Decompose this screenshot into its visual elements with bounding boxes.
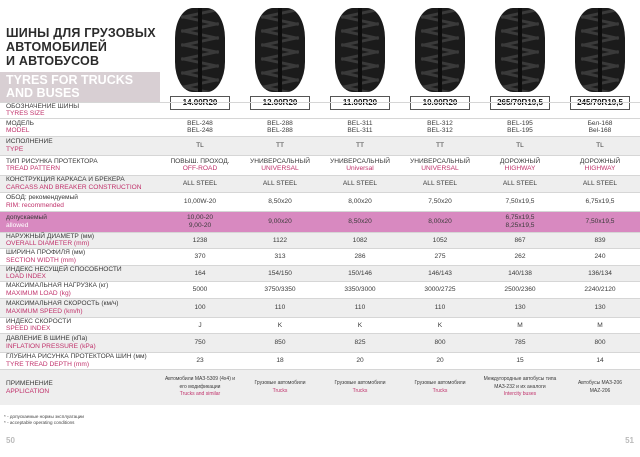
spec-cell [240,248,320,265]
spec-cell [160,211,240,232]
tire-image [562,4,638,96]
spec-row-label [0,136,160,155]
tire-size-label: 12.00R20 [250,96,310,110]
spec-cell [160,352,240,369]
label-en: SECTION WIDTH (mm) [6,256,76,264]
cell-value: 23 [196,357,204,365]
title-ru-line3: И АВТОБУСОВ [6,54,100,68]
cell-value: УНИВЕРСАЛЬНЫЙ [250,157,310,165]
spec-cell [480,248,560,265]
page-number-left: 50 [6,436,15,445]
spec-cell [400,211,480,232]
cell-value-secondary: BEL-288 [267,127,293,135]
footnote-en: * - acceptable operating conditions [4,420,75,425]
spec-cell [480,369,560,405]
title-en-line2: AND BUSES [6,86,80,100]
cell-value: Междугородные автобусы типа МАЗ-232 и их аналоги [483,376,557,390]
spec-cell [560,155,640,175]
spec-cell [240,333,320,352]
cell-value: ALL STEEL [342,180,378,188]
spec-cell [480,211,560,232]
spec-cell [240,211,320,232]
cell-value: 750 [194,339,206,347]
spec-cell [160,192,240,211]
spec-row [0,369,640,405]
cell-value: BEL-288 [267,119,293,127]
label-en: INFLATION PRESSURE (kPa) [6,342,96,350]
spec-row [0,248,640,265]
spec-cell [480,281,560,298]
cell-value: TT [275,142,285,150]
spec-row [0,265,640,281]
spec-cell [560,248,640,265]
spec-cell [560,298,640,317]
spec-cell [240,192,320,211]
cell-value: 313 [274,253,286,261]
spec-row-label [0,333,160,352]
cell-value: BEL-312 [427,119,453,127]
spec-cell [320,118,400,136]
cell-value: 164 [194,269,206,277]
spec-row-label [0,265,160,281]
cell-value: 20 [356,357,364,365]
spec-row-label [0,211,160,232]
label-en: APPLICATION [6,387,50,395]
cell-value: BEL-195 [507,119,533,127]
cell-value: 154/150 [268,269,292,277]
spec-cell [560,369,640,405]
spec-cell [400,192,480,211]
spec-cell [400,317,480,333]
cell-value: 2500/2360 [504,286,536,294]
label-ru: МОДЕЛЬ [6,119,34,127]
spec-cell [480,136,560,155]
cell-value: 6,75x19,5 [585,198,615,206]
spec-cell [400,352,480,369]
spec-cell [320,333,400,352]
spec-cell [400,248,480,265]
cell-value: 839 [594,236,606,244]
spec-table [0,102,640,405]
cell-value: K [277,321,283,329]
spec-cell [400,118,480,136]
cell-value: Грузовые автомобили [254,380,306,387]
label-ru: допускаемый [6,214,47,222]
spec-cell [480,352,560,369]
spec-cell [160,136,240,155]
cell-value: 3000/2725 [424,286,456,294]
spec-cell [560,333,640,352]
spec-cell [240,136,320,155]
spec-cell [320,175,400,192]
cell-value: ALL STEEL [582,180,618,188]
label-en: OVERALL DIAMETER (mm) [6,240,90,248]
spec-row-size [0,103,640,119]
cell-value: M [517,321,523,329]
spec-cell [160,369,240,405]
cell-value: 14 [596,357,604,365]
spec-row-label [0,192,160,211]
spec-row-label [0,175,160,192]
spec-cell [400,232,480,248]
cell-value: 800 [594,339,606,347]
spec-row [0,298,640,317]
cell-value: TL [516,142,524,150]
spec-cell [160,248,240,265]
spec-row [0,192,640,211]
tire-images [160,0,640,96]
spec-cell [160,175,240,192]
spec-cell [560,265,640,281]
label-en: MODEL [6,127,30,135]
spec-cell [480,298,560,317]
spec-row [0,352,640,369]
title-english [0,72,160,102]
spec-row-label [0,248,160,265]
cell-value: 140/138 [508,269,532,277]
tire-image [402,4,478,96]
spec-cell [400,369,480,405]
spec-row-label [0,118,160,136]
footnote-ru: * - допускаемые нормы эксплуатации [4,414,84,419]
spec-cell [320,281,400,298]
cell-value-secondary: BEL-195 [507,127,533,135]
cell-value: 130 [514,304,526,312]
spec-cell [240,232,320,248]
label-ru: ШИРИНА ПРОФИЛЯ (мм) [6,249,86,257]
spec-cell [560,281,640,298]
cell-value: BEL-248 [187,119,213,127]
cell-value-secondary: Universal [346,165,374,173]
spec-row-label [0,317,160,333]
spec-cell [480,265,560,281]
cell-value: ALL STEEL [422,180,458,188]
cell-value: J [198,321,202,329]
cell-value-secondary: Trucks [352,387,368,394]
cell-value: ДОРОЖНЫЙ [579,157,621,165]
label-ru: МАКСИМАЛЬНАЯ СКОРОСТЬ (км/ч) [6,300,119,308]
cell-value: 18 [276,357,284,365]
cell-value: TT [435,142,445,150]
tire-image [482,4,558,96]
cell-value: 7,50x19,5 [585,218,615,226]
cell-value: TL [196,142,204,150]
cell-value: Автомобили МАЗ-5309 (4x4) и его модификации [164,376,236,390]
spec-cell [160,298,240,317]
cell-value: 2240/2120 [584,286,616,294]
spec-cell [240,175,320,192]
spec-cell [400,175,480,192]
label-ru: ТИП РИСУНКА ПРОТЕКТОРА [6,157,98,165]
spec-cell [240,317,320,333]
spec-cell [240,352,320,369]
spec-cell [560,211,640,232]
cell-value: 110 [354,304,366,312]
label-ru: ОБОЗНАЧЕНИЕ ШИНЫ [6,103,80,110]
spec-cell [240,265,320,281]
label-en: TYPE [6,145,24,153]
cell-value: 1122 [272,236,288,244]
label-en: TYRE TREAD DEPTH (mm) [6,360,90,368]
cell-value-secondary: Bel-168 [588,127,612,135]
cell-value: Грузовые автомобили [414,380,466,387]
spec-cell [320,211,400,232]
tire-image [162,4,238,96]
cell-value: 130 [594,304,606,312]
label-en: MAXIMUM LOAD (kg) [6,289,71,297]
cell-value: 867 [514,236,526,244]
spec-row-label [0,369,160,405]
cell-value: 275 [434,253,446,261]
tire-size-label: 14.00R20 [170,96,230,110]
cell-value: ALL STEEL [502,180,538,188]
spec-cell [560,136,640,155]
spec-cell [160,155,240,175]
label-ru: ПРИМЕНЕНИЕ [6,380,53,388]
cell-value: 146/143 [428,269,452,277]
label-en: CARCASS AND BREAKER CONSTRUCTION [6,183,142,191]
spec-row [0,317,640,333]
label-ru: ОБОД: рекомендуемый [6,194,78,202]
cell-value-secondary: Trucks [272,387,288,394]
cell-value: УНИВЕРСАЛЬНЫЙ [410,157,470,165]
title-ru-line2: АВТОМОБИЛЕЙ [6,40,108,54]
cell-value: 262 [514,253,526,261]
spec-row-label [0,232,160,248]
cell-value: 800 [434,339,446,347]
cell-value-secondary: UNIVERSAL [421,165,459,173]
spec-row-label [0,352,160,369]
cell-value: K [437,321,443,329]
label-en: SPEED INDEX [6,325,51,333]
cell-value: Бел-168 [587,119,613,127]
cell-value: 110 [274,304,286,312]
spec-cell [560,232,640,248]
label-ru: ИНДЕКС НЕСУЩЕЙ СПОСОБНОСТИ [6,265,122,273]
spec-row [0,281,640,298]
tire-size-label: 245/70R19,5 [570,96,630,110]
spec-cell [400,155,480,175]
spec-cell [560,352,640,369]
cell-value-secondary: 8,25x19,5 [505,221,535,229]
spec-row-label [0,298,160,317]
cell-value-secondary: Trucks [432,387,448,394]
spec-cell [480,232,560,248]
cell-value: 10,00-20 [186,214,214,222]
label-en: MAXIMUM SPEED (km/h) [6,307,83,315]
spec-row [0,136,640,155]
cell-value: 1082 [352,236,368,244]
spec-cell [320,265,400,281]
cell-value: 8,00x20 [428,218,452,226]
cell-value: 3350/3000 [344,286,376,294]
cell-value-secondary: OFF-ROAD [182,165,218,173]
spec-row [0,232,640,248]
spec-cell [240,369,320,405]
cell-value: 1052 [432,236,448,244]
spec-cell [480,118,560,136]
cell-value: 15 [516,357,524,365]
label-en: TREAD PATTERN [6,165,60,173]
label-ru: ДАВЛЕНИЕ В ШИНЕ (кПа) [6,335,88,343]
cell-value: M [597,321,603,329]
spec-cell [160,333,240,352]
tire-size-label: 11.00R20 [330,96,390,110]
cell-value-secondary: UNIVERSAL [261,165,299,173]
cell-value: 10,00W-20 [183,198,217,206]
spec-cell [320,136,400,155]
cell-value: УНИВЕРСАЛЬНЫЙ [330,157,390,165]
spec-cell [160,317,240,333]
cell-value-secondary: Trucks and similar [179,391,221,398]
label-en: LOAD INDEX [6,273,46,281]
spec-cell [320,155,400,175]
cell-value: 6,75x19,5 [505,214,535,222]
label-ru: ИСПОЛНЕНИЕ [6,138,53,146]
cell-value: 9,00x20 [268,218,292,226]
cell-value: Автобусы МАЗ-206 [577,380,623,387]
spec-row [0,175,640,192]
spec-cell [400,265,480,281]
cell-value: BEL-311 [347,119,373,127]
title-ru-line1: ШИНЫ ДЛЯ ГРУЗОВЫХ [6,26,156,40]
cell-value: 7,50x20 [428,198,452,206]
cell-value: TT [355,142,365,150]
tire-image [322,4,398,96]
spec-cell [400,136,480,155]
spec-cell [160,118,240,136]
spec-cell [560,118,640,136]
cell-value: ДОРОЖНЫЙ [499,157,541,165]
spec-cell [320,298,400,317]
cell-value: ALL STEEL [262,180,298,188]
cell-value-secondary: HIGHWAY [584,165,616,173]
tire-size-label: 10.00R20 [410,96,470,110]
spec-cell [320,352,400,369]
cell-value: 850 [274,339,286,347]
title-en-line1: TYRES FOR TRUCKS [6,73,134,87]
tire-image [242,4,318,96]
cell-value: 240 [594,253,606,261]
cell-value: 7,50x19,5 [505,198,535,206]
cell-value-secondary: HIGHWAY [504,165,536,173]
footnote [4,414,84,426]
cell-value: 3750/3350 [264,286,296,294]
spec-cell [320,317,400,333]
cell-value: Грузовые автомобили [334,380,386,387]
cell-value-secondary: Intercity buses [503,391,537,398]
spec-row [0,155,640,175]
cell-value: 5000 [192,286,208,294]
spec-row-label [0,281,160,298]
cell-value: TL [596,142,604,150]
spec-cell [320,248,400,265]
cell-value: 100 [194,304,206,312]
spec-cell [240,118,320,136]
cell-value-secondary: BEL-312 [427,127,453,135]
label-en: RIM: recommended [6,201,64,209]
spec-cell [160,265,240,281]
label-en: TYRES SIZE [6,110,45,118]
cell-value: 20 [436,357,444,365]
spec-cell [240,281,320,298]
cell-value: 370 [194,253,206,261]
spec-row-label [0,103,160,119]
spec-cell [400,333,480,352]
spec-cell [240,155,320,175]
cell-value: 8,00x20 [348,198,372,206]
title-russian [6,26,166,68]
spec-cell [320,232,400,248]
spec-cell [160,281,240,298]
cell-value-secondary: 9,00-20 [188,221,212,229]
spec-cell [480,192,560,211]
label-ru: ИНДЕКС СКОРОСТИ [6,317,72,325]
spec-row-label [0,155,160,175]
spec-row [0,118,640,136]
cell-value: ALL STEEL [182,180,218,188]
tire-size-label: 265/70R19,5 [490,96,550,110]
cell-value: 150/146 [348,269,372,277]
spec-cell [400,298,480,317]
label-en: allowed [6,221,29,229]
cell-value: 136/134 [588,269,612,277]
cell-value-secondary: BEL-311 [347,127,373,135]
label-ru: ГЛУБИНА РИСУНКА ПРОТЕКТОРА ШИН (мм) [6,353,147,361]
cell-value-secondary: MAZ-206 [589,387,611,394]
spec-row [0,211,640,232]
cell-value-secondary: BEL-248 [187,127,213,135]
spec-cell [480,317,560,333]
cell-value: 110 [434,304,446,312]
cell-value: 785 [514,339,526,347]
spec-cell [560,317,640,333]
spec-cell [480,155,560,175]
spec-cell [320,192,400,211]
cell-value: 8,50x20 [348,218,372,226]
spec-row [0,333,640,352]
cell-value: 1238 [192,236,208,244]
cell-value: 8,50x20 [268,198,292,206]
spec-cell [240,298,320,317]
cell-value: 286 [354,253,366,261]
spec-cell [160,232,240,248]
cell-value: ПОВЫШ. ПРОХОД. [170,157,230,165]
cell-value: K [357,321,363,329]
spec-cell [400,281,480,298]
label-ru: КОНСТРУКЦИЯ КАРКАСА И БРЕКЕРА [6,176,125,184]
spec-cell [480,175,560,192]
cell-value: 825 [354,339,366,347]
page-number-right: 51 [625,436,634,445]
spec-cell [560,192,640,211]
spec-cell [560,175,640,192]
label-ru: МАКСИМАЛЬНАЯ НАГРУЗКА (кг) [6,282,109,290]
label-ru: НАРУЖНЫЙ ДИАМЕТР (мм) [6,232,95,240]
spec-cell [320,369,400,405]
spec-cell [480,333,560,352]
